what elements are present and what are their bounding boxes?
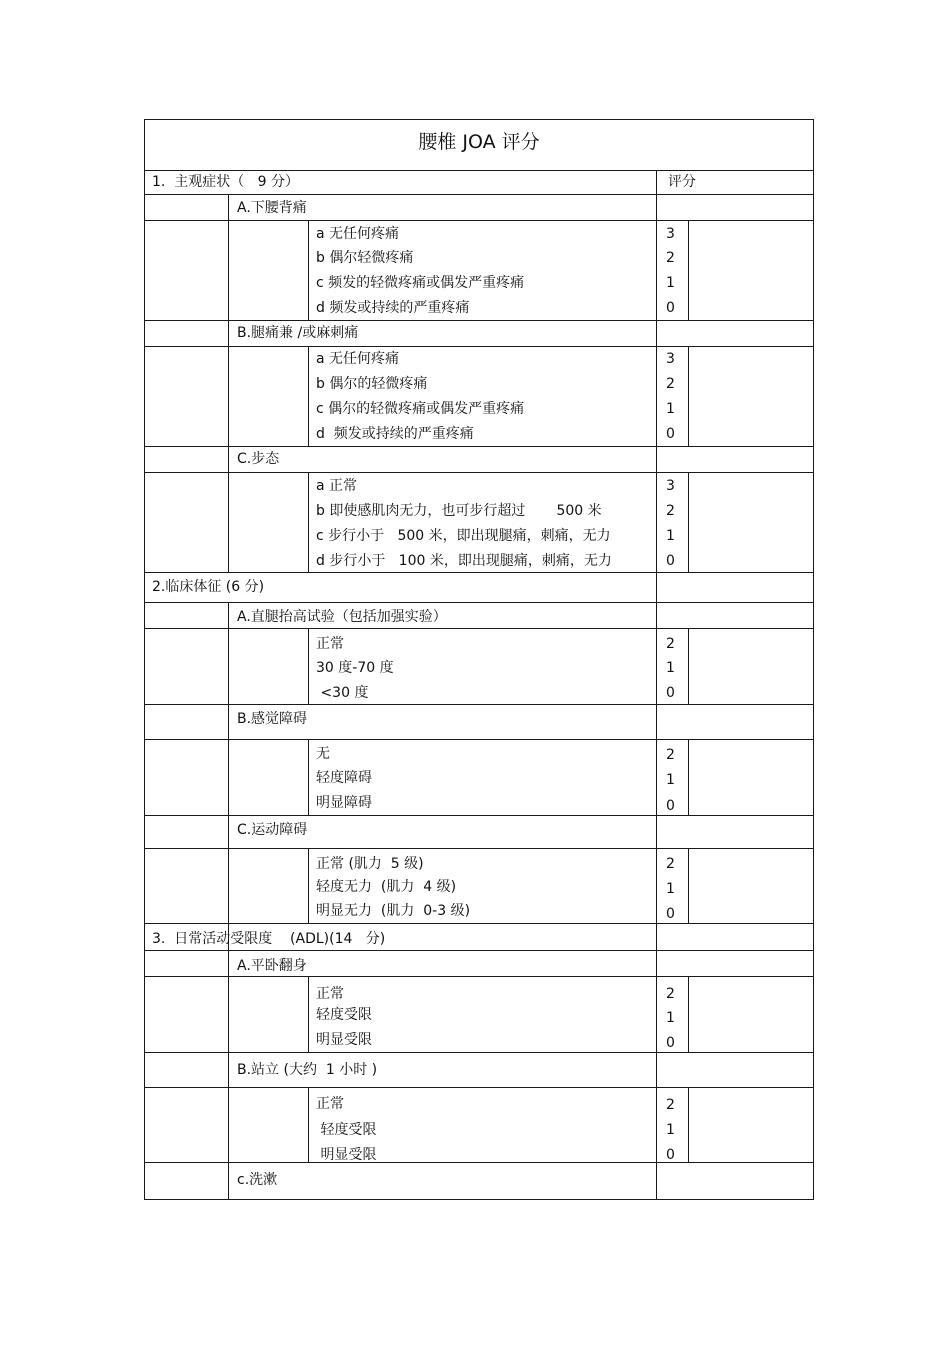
row-line (144, 950, 814, 951)
row-line (144, 1087, 814, 1088)
option-score: 0 (666, 300, 675, 316)
option-text: 正常 (肌力 5 级) (316, 856, 424, 872)
option-score: 2 (666, 986, 675, 1002)
option-col-line (308, 739, 309, 815)
row-line (144, 628, 814, 629)
subitem-label: C.运动障碍 (237, 822, 308, 838)
row-line (144, 320, 814, 321)
page-title: 腰椎 JOA 评分 (418, 131, 540, 153)
subitem-label: A.平卧翻身 (237, 958, 307, 974)
row-line (144, 170, 814, 171)
option-text: <30 度 (316, 685, 369, 701)
option-score: 2 (666, 376, 675, 392)
blank-col-line (688, 220, 689, 320)
option-text: 明显障碍 (316, 795, 372, 811)
row-line (144, 346, 814, 347)
option-score: 0 (666, 1147, 675, 1163)
row-line (144, 602, 814, 603)
option-score: 1 (666, 401, 675, 417)
row-line (144, 923, 814, 924)
subitem-label: c.洗漱 (237, 1172, 278, 1188)
option-score: 3 (666, 478, 675, 494)
table-border-top (144, 119, 814, 120)
option-col-line (308, 472, 309, 572)
option-text: a 无任何疼痛 (316, 351, 400, 367)
option-score: 0 (666, 1035, 675, 1051)
option-text: 无 (316, 746, 330, 762)
option-score: 2 (666, 1097, 675, 1113)
option-score: 1 (666, 275, 675, 291)
blank-col-line (688, 346, 689, 446)
option-text: 轻度受限 (316, 1122, 377, 1138)
option-text: 30 度-70 度 (316, 660, 394, 676)
row-line (144, 572, 814, 573)
section-2-heading: 2.临床体征 (6 分) (152, 579, 265, 595)
row-line (144, 704, 814, 705)
option-score: 0 (666, 685, 675, 701)
row-line (144, 472, 814, 473)
option-text: a 正常 (316, 478, 358, 494)
subitem-label: B.腿痛兼 /或麻刺痛 (237, 325, 359, 341)
option-col-line (308, 976, 309, 1052)
option-text: c 步行小于 500 米，即出现腿痛，刺痛，无力 (316, 528, 611, 544)
option-score: 1 (666, 772, 675, 788)
score-column-header: 评分 (668, 174, 696, 190)
option-text: 轻度无力 (肌力 4 级) (316, 879, 457, 895)
option-score: 2 (666, 856, 675, 872)
score-col-line (656, 170, 657, 1200)
row-line (144, 848, 814, 849)
option-score: 0 (666, 553, 675, 569)
row-line (144, 194, 814, 195)
option-score: 1 (666, 660, 675, 676)
option-score: 2 (666, 636, 675, 652)
option-score: 3 (666, 226, 675, 242)
option-col-line (308, 220, 309, 320)
row-line (144, 1162, 814, 1163)
option-text: d 频发或持续的严重疼痛 (316, 426, 474, 442)
blank-col-line (688, 628, 689, 704)
section-3-heading: 3. 日常活动受限度 (ADL)(14 分) (152, 931, 386, 947)
blank-col-line (688, 848, 689, 923)
table-border-left (144, 119, 145, 1200)
option-score: 2 (666, 503, 675, 519)
option-text: a 无任何疼痛 (316, 226, 400, 242)
option-text: c 偶尔的轻微疼痛或偶发严重疼痛 (316, 401, 525, 417)
row-line (144, 220, 814, 221)
option-text: 轻度受限 (316, 1007, 372, 1023)
option-score: 1 (666, 528, 675, 544)
blank-col-line (688, 472, 689, 572)
row-line (144, 739, 814, 740)
label-col-line (228, 950, 229, 1200)
blank-col-line (688, 976, 689, 1052)
option-score: 1 (666, 1010, 675, 1026)
label-col-line (228, 194, 229, 572)
option-text: 正常 (316, 986, 344, 1002)
option-text: b 偶尔轻微疼痛 (316, 250, 414, 266)
option-text: 正常 (316, 636, 344, 652)
option-text: d 步行小于 100 米，即出现腿痛，刺痛，无力 (316, 553, 612, 569)
option-text: b 偶尔的轻微疼痛 (316, 376, 428, 392)
subitem-label: A.直腿抬高试验（包括加强实验） (237, 609, 447, 625)
option-col-line (308, 628, 309, 704)
row-line (144, 1052, 814, 1053)
option-score: 0 (666, 426, 675, 442)
option-col-line (308, 1087, 309, 1162)
option-score: 1 (666, 1122, 675, 1138)
option-text: 轻度障碍 (316, 770, 372, 786)
option-text: 明显无力 (肌力 0-3 级) (316, 903, 471, 919)
row-line (144, 446, 814, 447)
option-text: 明显受限 (316, 1032, 372, 1048)
subitem-label: B.感觉障碍 (237, 711, 308, 727)
joa-score-table (144, 119, 814, 1200)
subitem-label: B.站立 (大约 1 小时 ) (237, 1062, 378, 1078)
option-text: d 频发或持续的严重疼痛 (316, 300, 470, 316)
row-line (144, 976, 814, 977)
table-border-right (813, 119, 814, 1200)
option-score: 0 (666, 798, 675, 814)
option-score: 3 (666, 351, 675, 367)
option-text: 明显受限 (316, 1147, 377, 1163)
subitem-label: A.下腰背痛 (237, 200, 307, 216)
option-col-line (308, 848, 309, 923)
option-score: 0 (666, 906, 675, 922)
option-text: 正常 (316, 1096, 344, 1112)
option-col-line (308, 346, 309, 446)
blank-col-line (688, 739, 689, 815)
option-score: 1 (666, 881, 675, 897)
row-line (144, 815, 814, 816)
table-border-bottom (144, 1199, 814, 1200)
option-score: 2 (666, 747, 675, 763)
option-score: 2 (666, 250, 675, 266)
subitem-label: C.步态 (237, 451, 280, 467)
section-1-heading: 1. 主观症状（ 9 分） (152, 174, 299, 190)
option-text: c 频发的轻微疼痛或偶发严重疼痛 (316, 275, 525, 291)
blank-col-line (688, 1087, 689, 1162)
option-text: b 即使感肌肉无力，也可步行超过 500 米 (316, 503, 602, 519)
